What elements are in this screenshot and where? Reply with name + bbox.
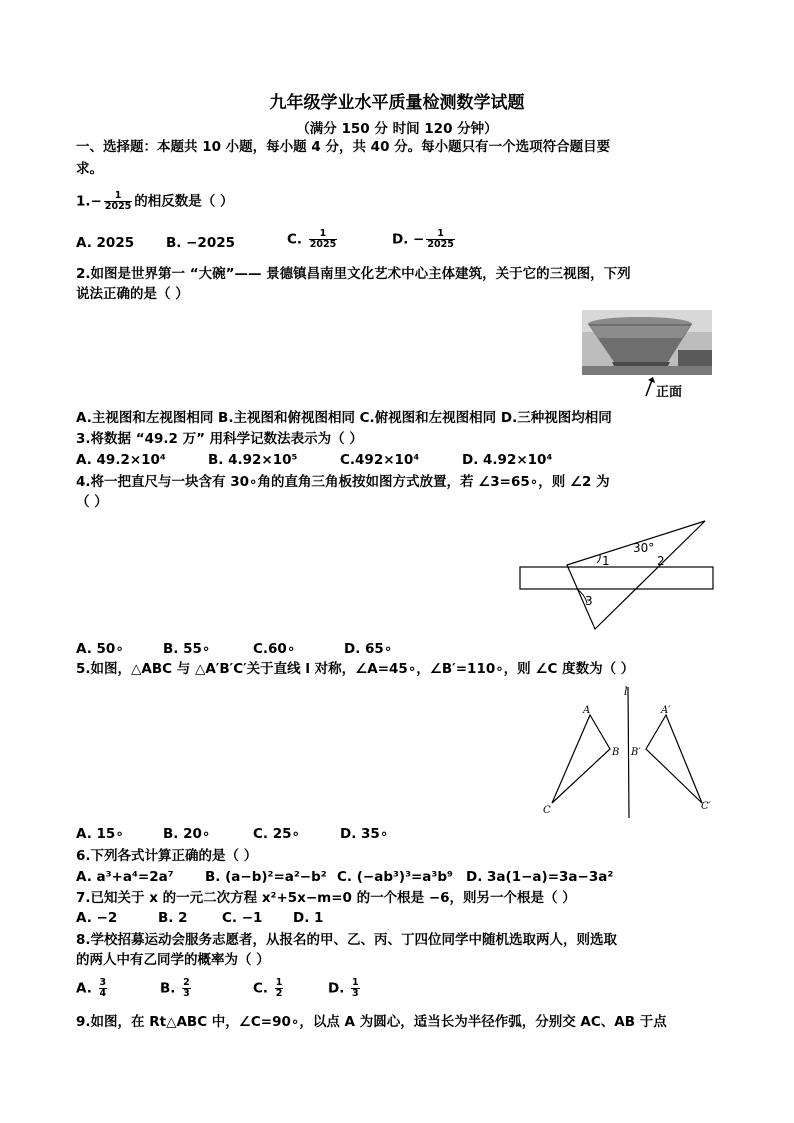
q5-option-b: B. 20∘ <box>163 826 211 842</box>
q6-option-b: B. (a−b)²=a²−b² <box>205 869 327 885</box>
q1-option-d-den: 2025 <box>427 239 454 250</box>
q6-option-d: D. 3a(1−a)=3a−3a² <box>466 869 614 885</box>
q1-option-b: B. −2025 <box>166 235 236 251</box>
q8-option-c-num: 1 <box>275 977 283 988</box>
big-bowl-photo <box>582 310 712 400</box>
symmetry-svg <box>538 685 718 820</box>
q1-option-d <box>392 229 457 250</box>
q8-option-b-num: 2 <box>183 977 190 988</box>
section-heading-line1: 一、选择题：本题共 10 小题，每小题 4 分，共 40 分。每小题只有一个选项符合题目要 <box>76 139 611 155</box>
q8-option-d-label: D. <box>328 980 345 997</box>
q1-option-d-fraction <box>426 229 454 250</box>
question-4-line1: 4.将一把直尺与一块含有 30∘角的直角三角板按如图方式放置，若 ∠3=65∘，则 ∠2 为 <box>76 474 610 490</box>
q8-option-c <box>253 978 285 999</box>
q5-option-d: D. 35∘ <box>340 826 389 842</box>
q1-prefix: 1.− <box>76 193 102 210</box>
question-1 <box>76 191 234 212</box>
q6-option-c: C. (−ab³)³=a³b⁹ <box>337 869 453 885</box>
point-b-prime-label: B′ <box>631 747 641 758</box>
q7-option-b: B. 2 <box>158 910 188 926</box>
ruler-triangle-svg <box>515 515 720 635</box>
q4-option-b: B. 55∘ <box>163 641 211 657</box>
question-2-line2: 说法正确的是（ ） <box>76 286 189 302</box>
q7-option-d: D. 1 <box>293 910 324 926</box>
q1-option-c <box>287 229 339 250</box>
big-bowl-photo-svg <box>582 310 712 400</box>
q8-option-d <box>328 978 362 999</box>
q8-option-b-label: B. <box>160 980 176 997</box>
point-c-label: C <box>543 805 551 816</box>
q1-option-d-num: 1 <box>426 229 454 240</box>
ruler-triangle-figure <box>515 515 720 635</box>
exam-subtitle: （满分 150 分 时间 120 分钟） <box>296 121 498 137</box>
question-4-line2: （ ） <box>76 494 108 510</box>
section-heading-line2: 求。 <box>76 161 103 177</box>
question-7: 7.已知关于 x 的一元二次方程 x²+5x−m=0 的一个根是 −6，则另一个根是（ ） <box>76 890 576 906</box>
point-b-label: B <box>612 747 620 758</box>
q1-option-a: A. 2025 <box>76 235 135 251</box>
point-a-prime-label: A′ <box>661 705 671 716</box>
q7-option-c: C. −1 <box>222 910 263 926</box>
q1-suffix: 的相反数是（ ） <box>134 193 234 210</box>
point-a-label: A <box>583 705 591 716</box>
q4-option-c: C.60∘ <box>253 641 296 657</box>
question-2-line1: 2.如图是世界第一 “大碗”—— 景德镇昌南里文化艺术中心主体建筑，关于它的三视图，下列 <box>76 266 631 282</box>
question-6: 6.下列各式计算正确的是（ ） <box>76 848 258 864</box>
q1-option-c-fraction <box>309 229 337 250</box>
q1-option-c-den: 2025 <box>309 239 337 250</box>
q2-options: A.主视图和左视图相同 B.主视图和俯视图相同 C.俯视图和左视图相同 D.三种视图均相同 <box>76 410 612 426</box>
question-8-line1: 8.学校招募运动会服务志愿者，从报名的甲、乙、丙、丁四位同学中随机选取两人，则选取 <box>76 932 618 948</box>
q6-option-a: A. a³+a⁴=2a⁷ <box>76 869 174 885</box>
q7-option-a: A. −2 <box>76 910 118 926</box>
q8-option-c-den: 2 <box>275 988 283 999</box>
q8-option-c-fraction <box>275 978 284 999</box>
q8-option-b <box>160 978 193 999</box>
q8-option-d-num: 1 <box>352 977 359 988</box>
q8-option-a <box>76 978 109 999</box>
q8-option-a-fraction <box>99 978 108 999</box>
q1-option-d-label: D. − <box>392 231 425 248</box>
q3-option-d: D. 4.92×10⁴ <box>462 452 553 468</box>
angle-1-label: 1 <box>602 554 610 568</box>
q1-option-c-label: C. <box>287 231 303 248</box>
angle-3-label: 3 <box>585 594 593 608</box>
question-5: 5.如图，△ABC 与 △A′B′C′关于直线 l 对称，∠A=45∘，∠B′=110∘，则 ∠C 度数为（ ） <box>76 661 635 677</box>
front-view-label: 正面 <box>656 385 683 400</box>
q8-option-b-fraction <box>182 978 191 999</box>
q8-option-a-num: 3 <box>99 977 107 988</box>
q8-option-d-den: 3 <box>352 988 359 999</box>
q1-option-c-num: 1 <box>309 229 337 240</box>
q8-option-a-label: A. <box>76 980 92 997</box>
symmetry-figure <box>538 685 718 820</box>
line-l-label: l <box>624 685 628 698</box>
q4-option-a: A. 50∘ <box>76 641 124 657</box>
q5-option-a: A. 15∘ <box>76 826 124 842</box>
q3-option-a: A. 49.2×10⁴ <box>76 452 166 468</box>
angle-2-label: 2 <box>657 554 665 568</box>
q1-frac-num: 1 <box>104 191 132 202</box>
q3-option-c: C.492×10⁴ <box>340 452 420 468</box>
q8-option-c-label: C. <box>253 980 269 997</box>
angle-30-label: 30° <box>633 541 655 555</box>
question-9: 9.如图，在 Rt△ABC 中，∠C=90∘，以点 A 为圆心，适当长为半径作弧，分别交 AC、AB 于点 <box>76 1014 667 1030</box>
q1-frac-den: 2025 <box>104 201 132 212</box>
question-8-line2: 的两人中有乙同学的概率为（ ） <box>76 952 270 968</box>
point-c-prime-label: C′ <box>701 801 711 812</box>
page-title: 九年级学业水平质量检测数学试题 <box>269 93 525 113</box>
q5-option-c: C. 25∘ <box>253 826 300 842</box>
q1-fraction <box>104 191 132 212</box>
question-3: 3.将数据 “49.2 万” 用科学记数法表示为（ ） <box>76 431 363 447</box>
q8-option-a-den: 4 <box>99 988 107 999</box>
q8-option-b-den: 3 <box>183 988 190 999</box>
q8-option-d-fraction <box>351 978 360 999</box>
q3-option-b: B. 4.92×10⁵ <box>208 452 298 468</box>
q4-option-d: D. 65∘ <box>344 641 393 657</box>
